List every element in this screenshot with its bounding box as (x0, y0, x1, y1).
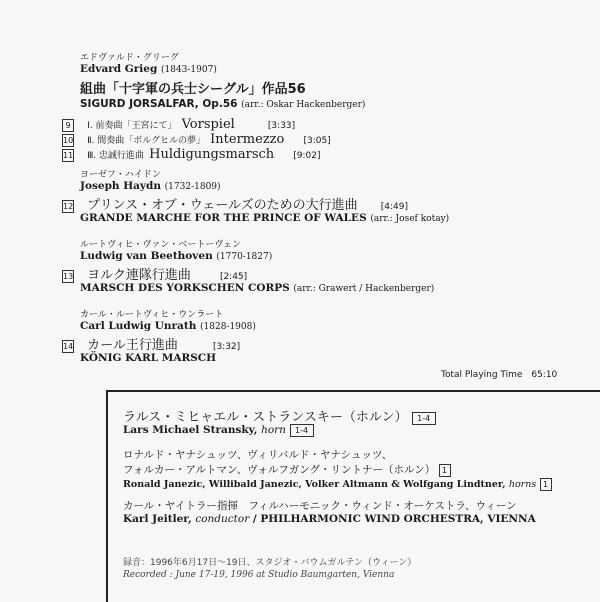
track-range: 1-4 (412, 412, 436, 425)
conductor-jp: カール・ヤイトラー指揮 フィルハーモニック・ウィンド・オーケストラ、ウィーン (123, 500, 517, 512)
horns-jp-1: ロナルド・ヤナシュッツ、ヴィリバルド・ヤナシュッツ、 (123, 449, 393, 461)
grieg-jp-name: エドヴァルド・グリーグ (80, 53, 179, 63)
track-en: Intermezzo (210, 132, 285, 147)
beethoven-years: (1770-1827) (216, 252, 273, 262)
track-jp: カール王行進曲 (87, 338, 178, 353)
horns-jp-2 (123, 462, 451, 477)
track-jp: ヨルク連隊行進曲 (87, 268, 191, 283)
conductor-en-text: Karl Jeitler, (123, 513, 192, 525)
haydn-title-text: GRANDE MARCHE FOR THE PRINCE OF WALES (80, 212, 367, 224)
grieg-en-name (80, 63, 217, 75)
unrath-en-name (80, 320, 256, 332)
total-value: 65:10 (531, 370, 558, 380)
track-time: [2:45] (219, 272, 248, 282)
track-jp: Ⅲ. 忠誠行進曲 (87, 151, 145, 161)
horns-en (123, 478, 552, 491)
unrath-jp-name: カール・ルートヴィヒ・ウンラート (80, 310, 224, 320)
track-14 (62, 334, 240, 353)
beethoven-title-text: MARSCH DES YORKSCHEN CORPS (80, 282, 290, 294)
unrath-years: (1828-1908) (200, 322, 256, 332)
haydn-name-text: Joseph Haydn (80, 180, 161, 192)
horns-role: horns (508, 479, 537, 490)
haydn-en-title (80, 212, 449, 224)
track-time: [9:02] (293, 151, 321, 161)
orchestra-en: / PHILHARMONIC WIND ORCHESTRA, VIENNA (252, 513, 536, 525)
stransky-en (123, 424, 314, 437)
stransky-en-text: Lars Michael Stransky, (123, 424, 258, 436)
conductor-en (123, 513, 536, 525)
haydn-years: (1732-1809) (164, 182, 221, 192)
haydn-en-name (80, 180, 221, 192)
grieg-title-text: SIGURD JORSALFAR, Op.56 (80, 98, 238, 110)
grieg-en-title (80, 98, 365, 110)
track-jp: Ⅰ. 前奏曲「王宮にて」 (87, 121, 177, 131)
haydn-arr: (arr.: Josef kotay) (370, 214, 450, 224)
beethoven-name-text: Ludwig van Beethoven (80, 250, 213, 262)
conductor-role: conductor (195, 513, 250, 525)
grieg-name-text: Edvard Grieg (80, 63, 158, 75)
track-number: 11 (63, 151, 74, 160)
horns-jp-2-text: フォルカー・アルトマン、ヴォルフガング・リントナー（ホルン） (123, 464, 436, 476)
unrath-en-title: KÖNIG KARL MARSCH (80, 352, 217, 364)
haydn-jp-name: ヨーゼフ・ハイドン (80, 170, 161, 180)
track-12 (62, 194, 408, 213)
track-en: Huldigungsmarsch (149, 147, 275, 162)
beethoven-en-name (80, 250, 272, 262)
beethoven-arr: (arr.: Grawert / Hackenberger) (293, 284, 435, 294)
horns-en-text: Ronald Janezic, Willibald Janezic, Volker Altmann & Wolfgang Lindtner, (123, 479, 506, 490)
track-number: 13 (63, 272, 74, 281)
stransky-jp-text: ラルス・ミヒャエル・ストランスキー（ホルン） (123, 410, 408, 425)
beethoven-en-title (80, 282, 434, 294)
total-playing-time (441, 370, 557, 380)
unrath-name-text: Carl Ludwig Unrath (80, 320, 197, 332)
track-time: [3:05] (303, 136, 331, 146)
track-range: 1 (540, 478, 552, 491)
stransky-role: horn (261, 424, 286, 436)
track-11 (62, 143, 320, 162)
stransky-jp (123, 406, 436, 425)
recording-en: Recorded : June 17-19, 1996 at Studio Baumgarten, Vienna (123, 570, 395, 580)
track-jp: プリンス・オブ・ウェールズのための大行進曲 (87, 198, 358, 213)
grieg-arr: (arr.: Oskar Hackenberger) (241, 100, 366, 110)
track-jp: Ⅱ. 間奏曲「ボルグヒルの夢」 (87, 136, 206, 146)
track-number: 12 (63, 202, 74, 211)
track-number: 9 (62, 119, 74, 132)
track-number: 14 (63, 342, 74, 351)
track-13 (62, 264, 247, 283)
track-number: 10 (63, 136, 74, 145)
grieg-years: (1843-1907) (160, 65, 217, 75)
track-time: [3:33] (267, 121, 296, 131)
recording-jp: 録音：1996年6月17日〜19日、スタジオ・バウムガルテン（ウィーン） (123, 558, 417, 568)
track-time: [3:32] (212, 342, 241, 352)
track-en: Vorspiel (181, 117, 235, 132)
track-range: 1 (439, 464, 451, 477)
grieg-jp-title: 組曲「十字軍の兵士シーグル」作品56 (80, 82, 306, 97)
track-time: [4:49] (380, 202, 408, 212)
track-range: 1-4 (290, 424, 314, 437)
beethoven-jp-name: ルートヴィヒ・ヴァン・ベートーヴェン (80, 240, 242, 250)
total-label: Total Playing Time (441, 370, 523, 380)
